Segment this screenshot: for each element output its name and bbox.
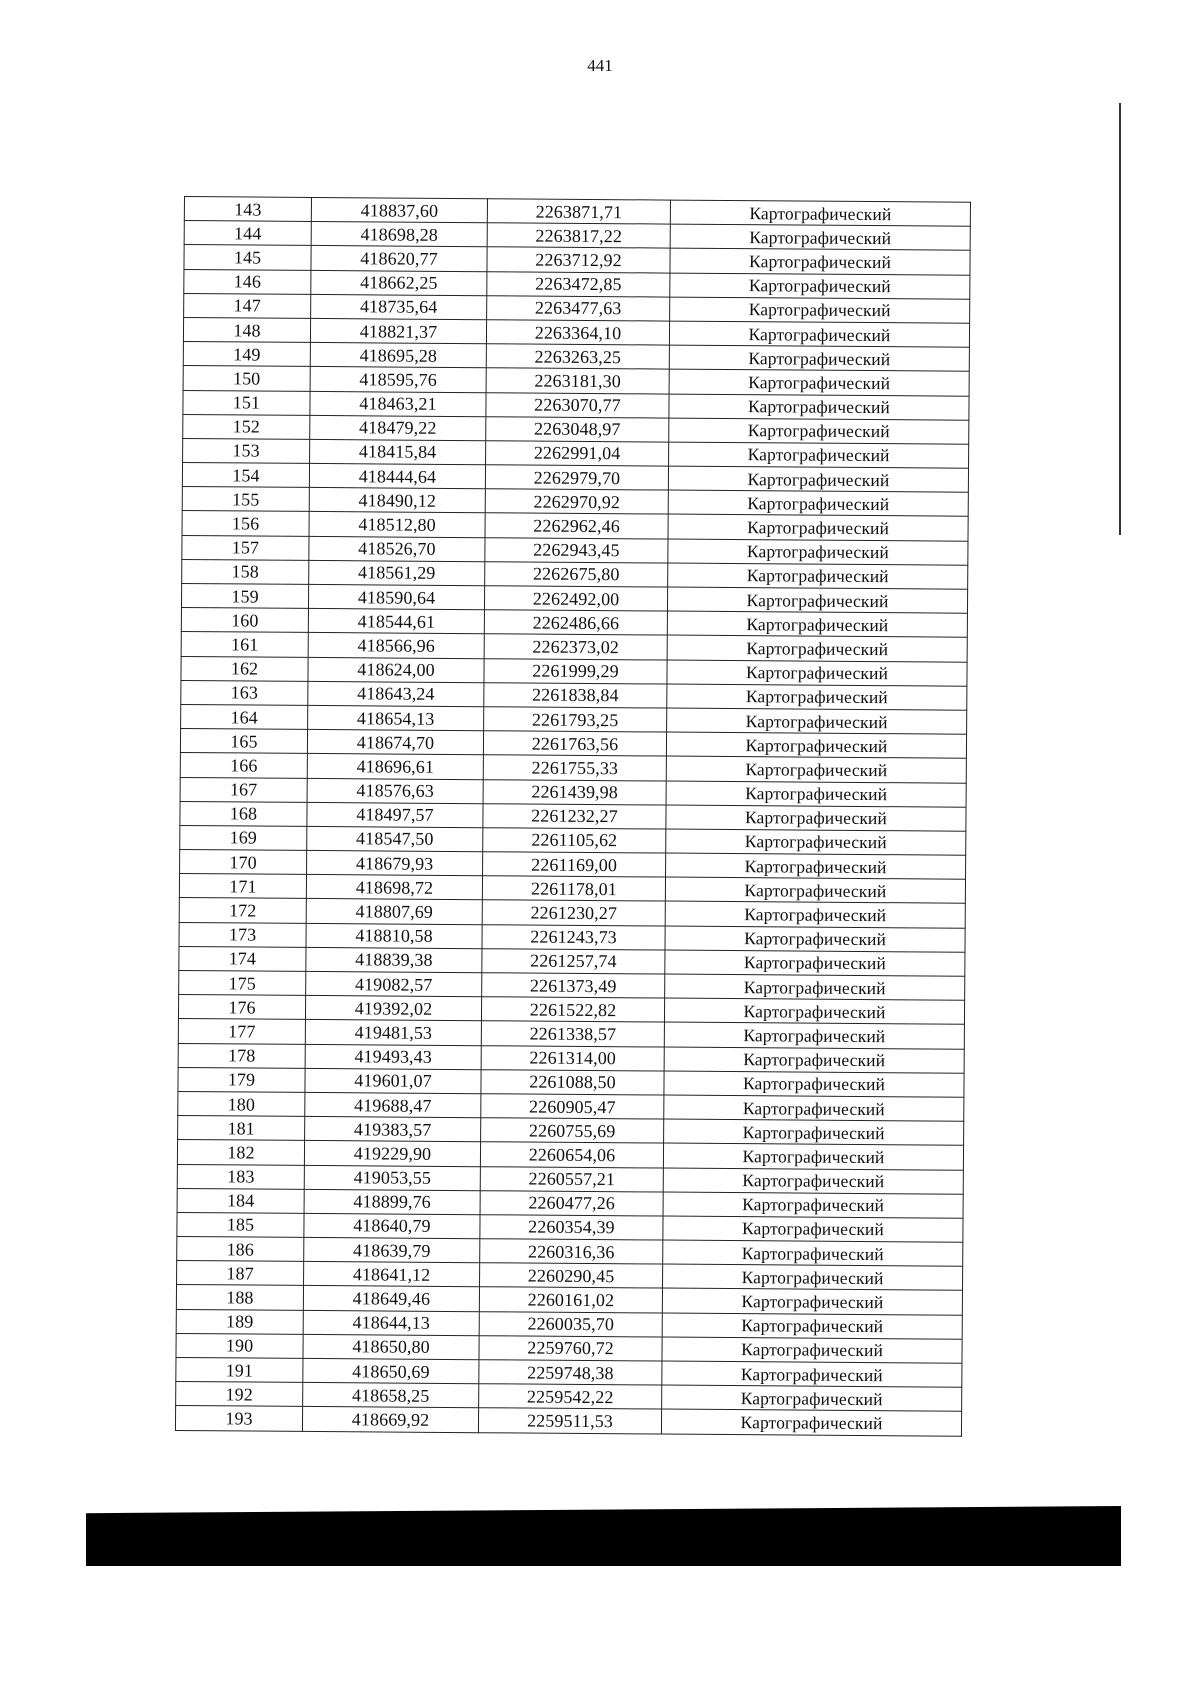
method-cell: Картографический (665, 901, 965, 927)
method-cell: Картографический (668, 539, 968, 565)
point-number-cell: 177 (178, 1019, 305, 1044)
y-coordinate-cell: 2263477,63 (487, 295, 670, 321)
y-coordinate-cell: 2262675,80 (485, 562, 668, 588)
x-coordinate-cell: 418650,69 (303, 1358, 479, 1383)
y-coordinate-cell: 2260477,26 (480, 1190, 663, 1216)
y-coordinate-cell: 2261178,01 (482, 876, 665, 902)
point-number-cell: 188 (176, 1285, 303, 1310)
method-cell: Картографический (663, 1143, 963, 1169)
y-coordinate-cell: 2259542,22 (479, 1384, 662, 1410)
method-cell: Картографический (668, 514, 968, 540)
method-cell: Картографический (669, 418, 969, 444)
point-number-cell: 171 (179, 874, 306, 899)
point-number-cell: 160 (181, 608, 308, 633)
point-number-cell: 154 (182, 463, 309, 488)
point-number-cell: 182 (177, 1140, 304, 1165)
x-coordinate-cell: 419229,90 (304, 1141, 480, 1166)
y-coordinate-cell: 2263181,30 (486, 368, 669, 394)
x-coordinate-cell: 419053,55 (304, 1165, 480, 1190)
y-coordinate-cell: 2261314,00 (481, 1045, 664, 1071)
method-cell: Картографический (669, 442, 969, 468)
x-coordinate-cell: 418576,63 (307, 778, 483, 803)
method-cell: Картографический (667, 708, 967, 734)
page-number: 441 (587, 56, 613, 75)
x-coordinate-cell: 418620,77 (311, 246, 487, 271)
x-coordinate-cell: 418595,76 (310, 367, 486, 392)
y-coordinate-cell: 2259760,72 (479, 1336, 662, 1362)
y-coordinate-cell: 2263817,22 (487, 223, 670, 249)
point-number-cell: 157 (182, 535, 309, 560)
y-coordinate-cell: 2263070,77 (486, 392, 669, 418)
y-coordinate-cell: 2263263,25 (486, 344, 669, 370)
method-cell: Картографический (666, 732, 966, 758)
point-number-cell: 179 (178, 1067, 305, 1092)
point-number-cell: 170 (180, 850, 307, 875)
point-number-cell: 184 (177, 1188, 304, 1213)
method-cell: Картографический (667, 587, 967, 613)
x-coordinate-cell: 418695,28 (310, 343, 486, 368)
point-number-cell: 147 (184, 293, 311, 318)
x-coordinate-cell: 418566,96 (308, 633, 484, 658)
method-cell: Картографический (665, 974, 965, 1000)
y-coordinate-cell: 2261793,25 (484, 707, 667, 733)
coordinates-table-body (175, 197, 970, 1436)
method-cell: Картографический (666, 781, 966, 807)
x-coordinate-cell: 419601,07 (305, 1068, 481, 1093)
point-number-cell: 178 (178, 1043, 305, 1068)
x-coordinate-cell: 418649,46 (303, 1286, 479, 1311)
point-number-cell: 148 (183, 317, 310, 342)
y-coordinate-cell: 2263472,85 (487, 271, 670, 297)
x-coordinate-cell: 418644,13 (303, 1310, 479, 1335)
y-coordinate-cell: 2260755,69 (481, 1118, 664, 1144)
point-number-cell: 176 (178, 995, 305, 1020)
x-coordinate-cell: 418640,79 (304, 1213, 480, 1238)
point-number-cell: 186 (177, 1237, 304, 1262)
x-coordinate-cell: 418839,38 (306, 947, 482, 972)
method-cell: Картографический (664, 1022, 964, 1048)
y-coordinate-cell: 2263871,71 (487, 199, 670, 225)
x-coordinate-cell: 418590,64 (308, 584, 484, 609)
point-number-cell: 165 (180, 729, 307, 754)
point-number-cell: 183 (177, 1164, 304, 1189)
y-coordinate-cell: 2263364,10 (486, 320, 669, 346)
method-cell: Картографический (662, 1288, 962, 1314)
x-coordinate-cell: 418669,92 (302, 1407, 478, 1432)
y-coordinate-cell: 2261232,27 (483, 803, 666, 829)
method-cell: Картографический (669, 369, 969, 395)
point-number-cell: 166 (180, 753, 307, 778)
method-cell: Картографический (665, 950, 965, 976)
y-coordinate-cell: 2261999,29 (484, 658, 667, 684)
y-coordinate-cell: 2262373,02 (484, 634, 667, 660)
y-coordinate-cell: 2262486,66 (484, 610, 667, 636)
y-coordinate-cell: 2261755,33 (483, 755, 666, 781)
point-number-cell: 152 (183, 414, 310, 439)
method-cell: Картографический (670, 248, 970, 274)
point-number-cell: 150 (183, 366, 310, 391)
x-coordinate-cell: 419493,43 (305, 1044, 481, 1069)
method-cell: Картографический (667, 635, 967, 661)
x-coordinate-cell: 418526,70 (309, 536, 485, 561)
method-cell: Картографический (667, 611, 967, 637)
x-coordinate-cell: 418624,00 (308, 657, 484, 682)
x-coordinate-cell: 418807,69 (306, 899, 482, 924)
method-cell: Картографический (667, 684, 967, 710)
point-number-cell: 181 (178, 1116, 305, 1141)
point-number-cell: 191 (176, 1357, 303, 1382)
y-coordinate-cell: 2260035,70 (479, 1311, 662, 1337)
y-coordinate-cell: 2261169,00 (483, 852, 666, 878)
point-number-cell: 185 (177, 1212, 304, 1237)
x-coordinate-cell: 418463,21 (310, 391, 486, 416)
x-coordinate-cell: 418679,93 (307, 850, 483, 875)
point-number-cell: 159 (181, 583, 308, 608)
x-coordinate-cell: 418821,37 (310, 318, 486, 343)
x-coordinate-cell: 418696,61 (307, 754, 483, 779)
y-coordinate-cell: 2260557,21 (480, 1166, 663, 1192)
x-coordinate-cell: 418639,79 (304, 1237, 480, 1262)
method-cell: Картографический (665, 877, 965, 903)
x-coordinate-cell: 418497,57 (307, 802, 483, 827)
y-coordinate-cell: 2263048,97 (486, 416, 669, 442)
point-number-cell: 149 (183, 342, 310, 367)
method-cell: Картографический (662, 1361, 962, 1387)
method-cell: Картографический (665, 926, 965, 952)
point-number-cell: 145 (184, 245, 311, 270)
method-cell: Картографический (670, 297, 970, 323)
scan-edge-line (1119, 103, 1121, 535)
x-coordinate-cell: 418899,76 (304, 1189, 480, 1214)
point-number-cell: 161 (181, 632, 308, 657)
point-number-cell: 153 (183, 438, 310, 463)
y-coordinate-cell: 2261338,57 (481, 1021, 664, 1047)
y-coordinate-cell: 2261522,82 (481, 997, 664, 1023)
method-cell: Картографический (664, 1119, 964, 1145)
point-number-cell: 173 (179, 922, 306, 947)
method-cell: Картографический (668, 490, 968, 516)
point-number-cell: 190 (176, 1333, 303, 1358)
y-coordinate-cell: 2260654,06 (480, 1142, 663, 1168)
x-coordinate-cell: 418561,29 (309, 560, 485, 585)
coordinates-table (175, 196, 971, 1436)
method-cell: Картографический (666, 756, 966, 782)
point-number-cell: 172 (179, 898, 306, 923)
point-number-cell: 155 (182, 487, 309, 512)
method-cell: Картографический (662, 1385, 962, 1411)
method-cell: Картографический (670, 224, 970, 250)
y-coordinate-cell: 2262943,45 (485, 537, 668, 563)
method-cell: Картографический (662, 1313, 962, 1339)
x-coordinate-cell: 418662,25 (311, 270, 487, 295)
x-coordinate-cell: 419392,02 (305, 996, 481, 1021)
x-coordinate-cell: 418837,60 (311, 197, 487, 222)
x-coordinate-cell: 418415,84 (310, 439, 486, 464)
table-row (175, 1406, 961, 1436)
method-cell: Картографический (667, 660, 967, 686)
x-coordinate-cell: 419383,57 (305, 1117, 481, 1142)
x-coordinate-cell: 418547,50 (307, 826, 483, 851)
y-coordinate-cell: 2261230,27 (482, 900, 665, 926)
point-number-cell: 151 (183, 390, 310, 415)
y-coordinate-cell: 2262962,46 (485, 513, 668, 539)
method-cell: Картографический (669, 345, 969, 371)
method-cell: Картографический (664, 1047, 964, 1073)
y-coordinate-cell: 2260316,36 (480, 1239, 663, 1265)
x-coordinate-cell: 418650,80 (303, 1334, 479, 1359)
point-number-cell: 174 (179, 946, 306, 971)
method-cell: Картографический (663, 1216, 963, 1242)
method-cell: Картографический (666, 805, 966, 831)
point-number-cell: 193 (175, 1406, 302, 1431)
x-coordinate-cell: 418658,25 (303, 1383, 479, 1408)
method-cell: Картографический (661, 1409, 961, 1435)
x-coordinate-cell: 419481,53 (305, 1020, 481, 1045)
x-coordinate-cell: 418698,28 (311, 222, 487, 247)
point-number-cell: 146 (184, 269, 311, 294)
x-coordinate-cell: 418641,12 (304, 1262, 480, 1287)
y-coordinate-cell: 2261257,74 (482, 949, 665, 975)
x-coordinate-cell: 418674,70 (307, 730, 483, 755)
x-coordinate-cell: 418810,58 (306, 923, 482, 948)
x-coordinate-cell: 418654,13 (308, 705, 484, 730)
method-cell: Картографический (663, 1264, 963, 1290)
method-cell: Картографический (664, 998, 964, 1024)
point-number-cell: 175 (179, 970, 306, 995)
y-coordinate-cell: 2263712,92 (487, 247, 670, 273)
y-coordinate-cell: 2261243,73 (482, 924, 665, 950)
x-coordinate-cell: 418490,12 (309, 488, 485, 513)
x-coordinate-cell: 418698,72 (306, 875, 482, 900)
y-coordinate-cell: 2260290,45 (480, 1263, 663, 1289)
point-number-cell: 164 (181, 704, 308, 729)
x-coordinate-cell: 419688,47 (305, 1092, 481, 1117)
y-coordinate-cell: 2261088,50 (481, 1069, 664, 1095)
y-coordinate-cell: 2262991,04 (486, 441, 669, 467)
x-coordinate-cell: 418735,64 (311, 294, 487, 319)
x-coordinate-cell: 418544,61 (308, 609, 484, 634)
point-number-cell: 156 (182, 511, 309, 536)
method-cell: Картографический (664, 1071, 964, 1097)
method-cell: Картографический (668, 466, 968, 492)
y-coordinate-cell: 2261763,56 (483, 731, 666, 757)
method-cell: Картографический (670, 273, 970, 299)
point-number-cell: 169 (180, 825, 307, 850)
y-coordinate-cell: 2261105,62 (483, 828, 666, 854)
point-number-cell: 168 (180, 801, 307, 826)
method-cell: Картографический (664, 1095, 964, 1121)
method-cell: Картографический (669, 394, 969, 420)
method-cell: Картографический (663, 1240, 963, 1266)
x-coordinate-cell: 418512,80 (309, 512, 485, 537)
y-coordinate-cell: 2261439,98 (483, 779, 666, 805)
y-coordinate-cell: 2260905,47 (481, 1094, 664, 1120)
y-coordinate-cell: 2260161,02 (479, 1287, 662, 1313)
point-number-cell: 143 (184, 197, 311, 222)
point-number-cell: 187 (177, 1261, 304, 1286)
x-coordinate-cell: 418479,22 (310, 415, 486, 440)
point-number-cell: 144 (184, 221, 311, 246)
method-cell: Картографический (666, 829, 966, 855)
y-coordinate-cell: 2262979,70 (485, 465, 668, 491)
y-coordinate-cell: 2261838,84 (484, 682, 667, 708)
point-number-cell: 158 (182, 559, 309, 584)
scan-bottom-border (86, 1506, 1121, 1566)
point-number-cell: 192 (176, 1382, 303, 1407)
y-coordinate-cell: 2262970,92 (485, 489, 668, 515)
method-cell: Картографический (663, 1168, 963, 1194)
x-coordinate-cell: 418444,64 (309, 463, 485, 488)
y-coordinate-cell: 2260354,39 (480, 1215, 663, 1241)
method-cell: Картографический (669, 321, 969, 347)
point-number-cell: 189 (176, 1309, 303, 1334)
point-number-cell: 167 (180, 777, 307, 802)
x-coordinate-cell: 418643,24 (308, 681, 484, 706)
y-coordinate-cell: 2259511,53 (478, 1408, 661, 1434)
method-cell: Картографический (662, 1337, 962, 1363)
method-cell: Картографический (663, 1192, 963, 1218)
y-coordinate-cell: 2259748,38 (479, 1360, 662, 1386)
method-cell: Картографический (668, 563, 968, 589)
method-cell: Картографический (666, 853, 966, 879)
point-number-cell: 180 (178, 1091, 305, 1116)
method-cell: Картографический (670, 200, 970, 226)
point-number-cell: 162 (181, 656, 308, 681)
x-coordinate-cell: 419082,57 (306, 971, 482, 996)
y-coordinate-cell: 2261373,49 (482, 973, 665, 999)
point-number-cell: 163 (181, 680, 308, 705)
y-coordinate-cell: 2262492,00 (484, 586, 667, 612)
